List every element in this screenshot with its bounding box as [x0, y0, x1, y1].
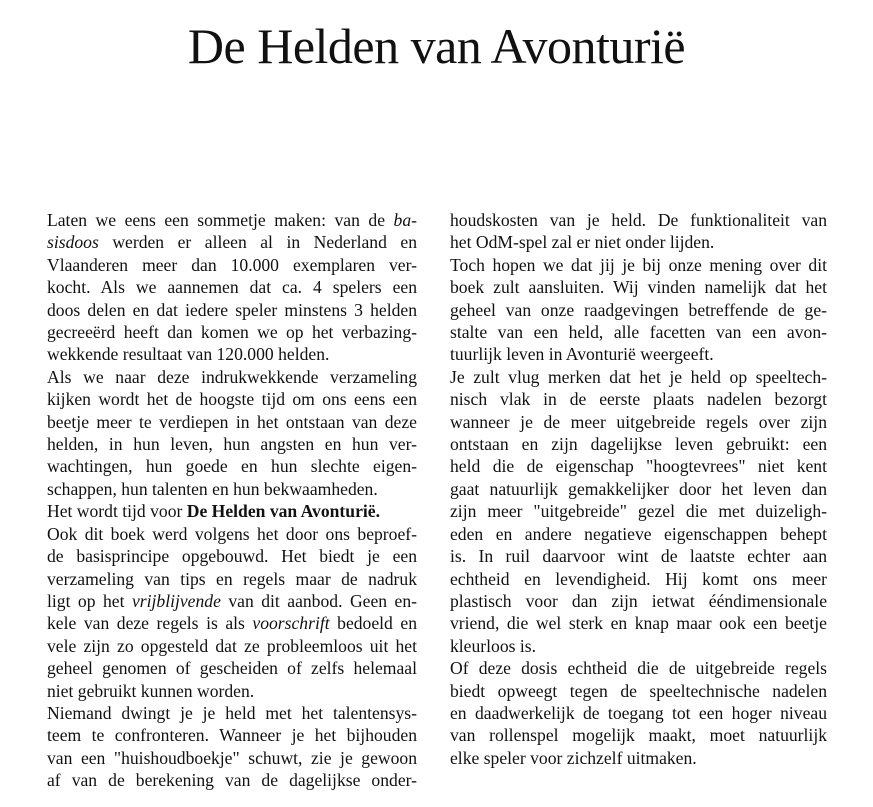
text-line: kele van deze regels is als voorschrift bedoeld en	[47, 613, 417, 634]
text-line: plastisch voor dan zijn ietwat ééndimensionale	[450, 590, 827, 611]
paragraph-principle	[47, 523, 417, 702]
text-line: tuurlijk leven in Avonturië weergeeft.	[450, 344, 714, 365]
text-line: geheel genomen of gescheiden of zelfs helemaal	[47, 658, 417, 679]
book-title-bold: De Helden van Avonturië.	[186, 501, 380, 522]
paragraph-continuation	[450, 209, 827, 254]
text-line: is. In ruil daarvoor wint de laatste echter aan	[450, 546, 827, 567]
paragraph-collection	[47, 366, 417, 500]
text-line: schappen, hun talenten en hun bekwaamheden.	[47, 478, 378, 499]
text-line: wachtingen, hun goede en hun slechte eigen-	[47, 456, 417, 477]
text-line: af van de berekening van de dagelijkse onder-	[47, 770, 417, 791]
text-line: de basisprincipe opgebouwd. Het biedt je een	[47, 546, 417, 567]
text-line: niet gebruikt kunnen worden.	[47, 680, 255, 701]
text-line: Ook dit boek werd volgens het door ons beproef-	[47, 523, 417, 544]
text-line: geheel van onze raadgevingen betreffende de ge-	[450, 299, 827, 320]
paragraph-talents	[47, 702, 417, 792]
text-line: ligt op het vrijblijvende van dit aanbod. Geen en-	[47, 590, 417, 611]
text-line: kocht. Als we aannemen dat ca. 4 spelers een	[47, 277, 417, 298]
page-title: De Helden van Avonturië	[187, 18, 686, 74]
text-line: helden, in hun leven, hun angsten en hun ver-	[47, 434, 417, 455]
text-line: elke speler voor zichzelf uitmaken.	[450, 747, 697, 768]
text-line: van een "huishoudboekje" schuwt, zie je gewoon	[47, 747, 417, 768]
text-line: held die de eigenschap "hoogtevrees" niet kent	[450, 456, 827, 477]
text-line: kleurloos is.	[450, 635, 537, 656]
text-line: doos delen en dat iedere speler minstens 3 helden	[47, 299, 417, 320]
text-line: gaat natuurlijk gemakkelijker door het leven dan	[450, 478, 827, 499]
text-line: teem te confronteren. Wanneer je het bijhouden	[47, 725, 417, 746]
text-line: vele zijn zo opgesteld dat ze probleemloos uit het	[47, 635, 417, 656]
text-line: Laten we eens een sommetje maken: van de ba-	[47, 210, 417, 230]
text-line: Toch hopen we dat jij je bij onze mening over dit	[450, 254, 827, 275]
text-line: wanneer je de meer uitgebreide regels over zijn	[450, 411, 827, 432]
text-line: Het wordt tijd voor De Helden van Avonturië.	[47, 501, 380, 522]
text-line: houdskosten van je held. De funktionaliteit van	[450, 210, 827, 230]
text-line: nisch vlak in de eerste plaats nadelen bezorgt	[450, 389, 827, 410]
text-line: stalte van een held, alle facetten van een avon-	[450, 322, 827, 343]
text-line: eden en andere negatieve eigenschappen behept	[450, 523, 827, 544]
paragraph-intro	[47, 209, 417, 366]
text-line: vriend, die wel sterk en knap maar ook een beetje	[450, 613, 827, 634]
text-line: biedt opweegt tegen de speeltechnische nadelen	[450, 680, 827, 701]
text-line: beetje meer te verdiepen in het ontstaan van deze	[47, 411, 417, 432]
text-line: Als we naar deze indrukwekkende verzameling	[47, 366, 417, 387]
text-line: sisdoos werden er alleen al in Nederland en	[47, 232, 417, 253]
text-line: echtheid en levendigheid. Hij komt ons meer	[450, 568, 827, 589]
text-line: ontstaan en zijn dagelijkse leven gebruikt: een	[450, 434, 827, 455]
text-line: Of deze dosis echtheid die de uitgebreide regels	[450, 658, 827, 679]
paragraph-opinion	[450, 254, 827, 366]
text-line: Vlaanderen meer dan 10.000 exemplaren ver-	[47, 254, 417, 275]
text-line: en daadwerkelijk de toegang tot een hoger niveau	[450, 702, 827, 723]
text-line: verzameling van tips en regels maar de nadruk	[47, 568, 417, 589]
paragraph-conclusion	[450, 657, 827, 769]
text-line: wekkende resultaat van 120.000 helden.	[47, 344, 330, 365]
paragraph-disadvantages	[450, 366, 827, 657]
left-column	[47, 209, 417, 792]
text-line: het OdM-spel zal er niet onder lijden.	[450, 232, 715, 253]
right-column	[450, 209, 827, 769]
text-line: boek zult aansluiten. Wij vinden namelijk dat het	[450, 277, 827, 298]
text-line: gecreeërd heeft dan komen we op het verbazing-	[47, 322, 417, 343]
text-line: van rollenspel mogelijk maakt, moet natuurlijk	[450, 725, 827, 746]
text-line: Niemand dwingt je je held met het talentensys-	[47, 702, 417, 723]
text-line: Je zult vlug merken dat het je held op speeltech-	[450, 366, 827, 387]
text-line: zijn meer "uitgebreide" gezel die met duizeligh-	[450, 501, 827, 522]
paragraph-time	[47, 500, 417, 522]
text-line: kijken wordt het de hoogste tijd om ons eens een	[47, 389, 417, 410]
